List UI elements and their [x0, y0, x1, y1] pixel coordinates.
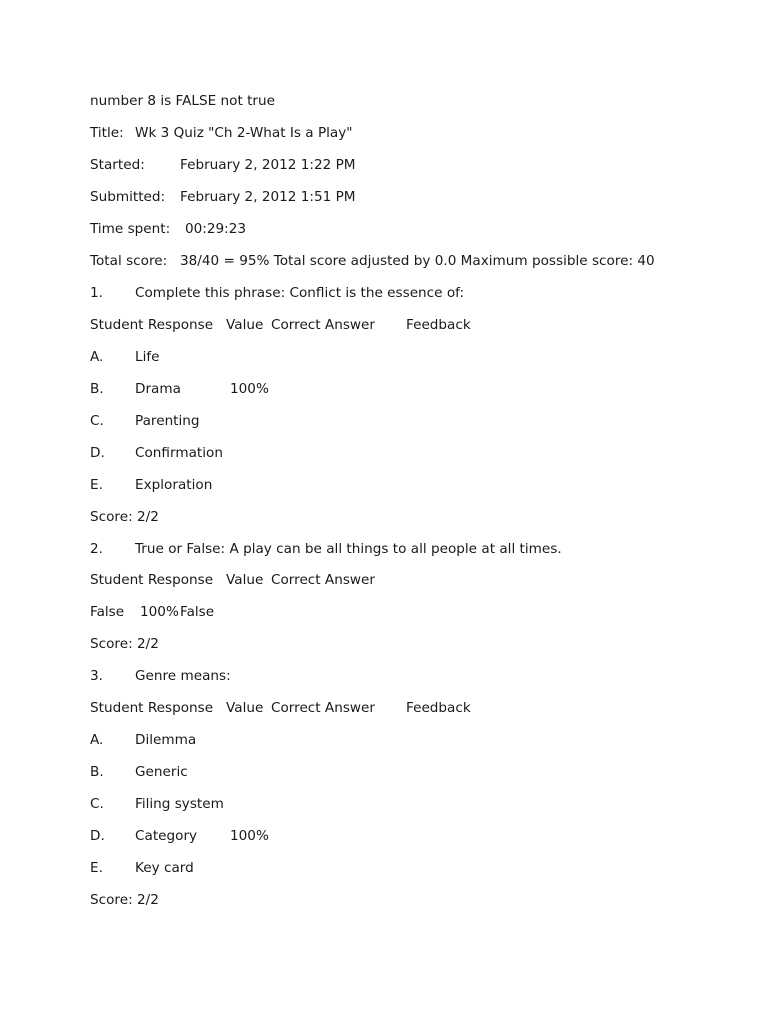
option-text: Exploration	[135, 477, 213, 493]
correct-answer-header: Correct Answer	[271, 317, 376, 333]
student-response-header: Student Response	[90, 572, 214, 588]
question-number: 2.	[90, 541, 103, 557]
option-text: Generic	[135, 764, 188, 780]
submitted-value: February 2, 2012 1:51 PM	[180, 189, 356, 205]
title-value: Wk 3 Quiz "Ch 2-What Is a Play"	[135, 125, 353, 141]
option-letter: B.	[90, 381, 104, 397]
option-text: Key card	[135, 860, 194, 876]
question-number: 3.	[90, 668, 103, 684]
response-value: 100%	[140, 604, 179, 620]
option-letter: D.	[90, 828, 105, 844]
note-line: number 8 is FALSE not true	[90, 93, 275, 109]
option-text: Confirmation	[135, 445, 223, 461]
correct-answer-header: Correct Answer	[271, 700, 376, 716]
student-response: False	[90, 604, 125, 620]
title-label: Title:	[90, 125, 124, 141]
value-header: Value	[226, 700, 264, 716]
score-3: Score: 2/2	[90, 892, 159, 908]
option-letter: A.	[90, 732, 104, 748]
option-letter: C.	[90, 413, 104, 429]
option-value: 100%	[230, 828, 269, 844]
option-text: Filing system	[135, 796, 224, 812]
option-letter: E.	[90, 477, 103, 493]
option-text: Parenting	[135, 413, 200, 429]
score-2: Score: 2/2	[90, 636, 159, 652]
correct-answer-header: Correct Answer	[271, 572, 376, 588]
option-text: Drama	[135, 381, 181, 397]
time-value: 00:29:23	[185, 221, 247, 237]
score-1: Score: 2/2	[90, 509, 159, 525]
option-text: Dilemma	[135, 732, 197, 748]
option-value: 100%	[230, 381, 269, 397]
value-header: Value	[226, 572, 264, 588]
student-response-header: Student Response	[90, 700, 214, 716]
question-text: Genre means:	[135, 668, 231, 684]
option-text: Category	[135, 828, 198, 844]
correct-answer: False	[180, 604, 215, 620]
option-letter: A.	[90, 349, 104, 365]
option-letter: B.	[90, 764, 104, 780]
total-value: 38/40 = 95% Total score adjusted by 0.0 Maximum possible score: 40	[180, 253, 655, 269]
total-label: Total score:	[90, 253, 168, 269]
option-letter: C.	[90, 796, 104, 812]
question-text: Complete this phrase: Conflict is the essence of:	[135, 285, 465, 301]
question-text: True or False: A play can be all things to all people at all times.	[135, 541, 562, 557]
feedback-header: Feedback	[406, 317, 471, 333]
started-label: Started:	[90, 157, 145, 173]
submitted-label: Submitted:	[90, 189, 166, 205]
option-letter: D.	[90, 445, 105, 461]
question-number: 1.	[90, 285, 103, 301]
started-value: February 2, 2012 1:22 PM	[180, 157, 356, 173]
option-letter: E.	[90, 860, 103, 876]
time-label: Time spent:	[90, 221, 171, 237]
value-header: Value	[226, 317, 264, 333]
option-text: Life	[135, 349, 160, 365]
feedback-header: Feedback	[406, 700, 471, 716]
student-response-header: Student Response	[90, 317, 214, 333]
